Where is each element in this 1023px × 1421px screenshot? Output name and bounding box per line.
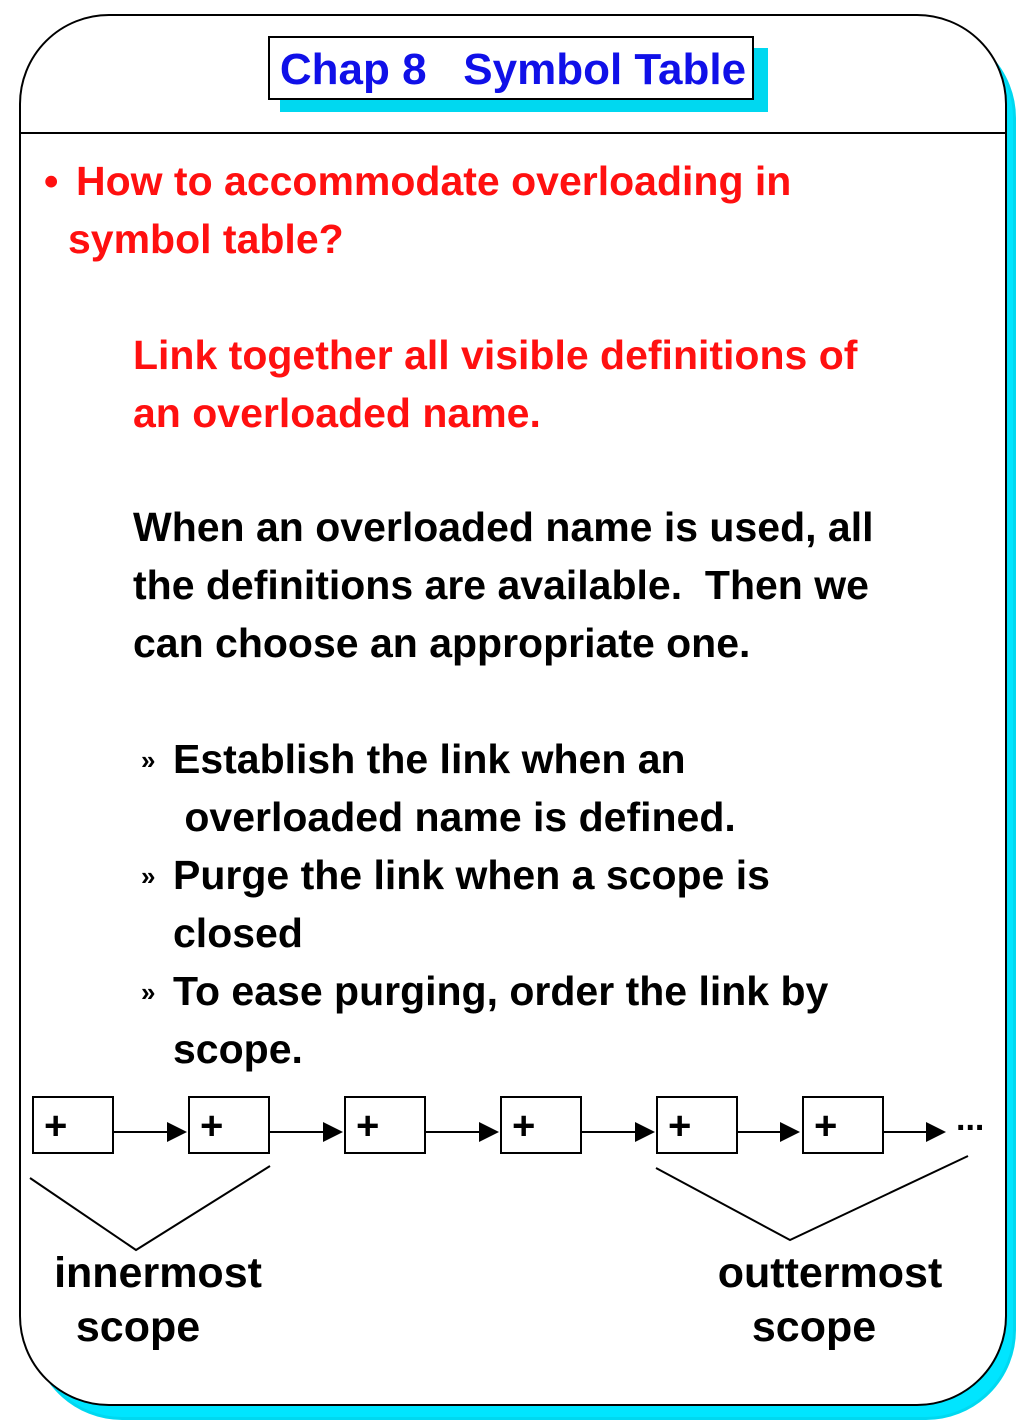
sub-bullet-3-line-2: scope. (173, 1026, 303, 1072)
list-node-5 (656, 1096, 738, 1154)
question-line-1: How to accommodate overloading in (76, 158, 792, 204)
innermost-label-line-1: innermost (54, 1249, 262, 1297)
paragraph-line-3: can choose an appropriate one. (133, 620, 751, 666)
ellipsis: ... (956, 1100, 985, 1138)
question-line-2: symbol table? (68, 216, 344, 262)
sub-bullet-3-icon: » (141, 977, 156, 1007)
plus-icon: + (44, 1104, 68, 1148)
plus-icon: + (200, 1104, 224, 1148)
outtermost-label-line-1: outtermost (717, 1249, 943, 1297)
paragraph-line-2: the definitions are available. Then we (133, 562, 869, 608)
bullet-icon: • (44, 158, 59, 204)
sub-bullet-1-icon: » (141, 745, 156, 775)
sub-bullet-2-line-1: Purge the link when a scope is (173, 852, 770, 898)
outtermost-brace (656, 1156, 968, 1240)
list-node-4 (500, 1096, 582, 1154)
list-node-2 (188, 1096, 270, 1154)
list-node-6 (802, 1096, 884, 1154)
plus-icon: + (512, 1104, 536, 1148)
innermost-label-line-2: scope (75, 1303, 201, 1351)
answer-line-2: an overloaded name. (133, 390, 541, 436)
list-node-1 (32, 1096, 114, 1154)
paragraph-line-1: When an overloaded name is used, all (133, 504, 874, 550)
innermost-brace (30, 1166, 270, 1250)
sub-bullet-2-line-2: closed (173, 910, 303, 956)
sub-bullet-1-line-1: Establish the link when an (173, 736, 686, 782)
plus-icon: + (356, 1104, 380, 1148)
plus-icon: + (814, 1104, 838, 1148)
list-node-3 (344, 1096, 426, 1154)
sub-bullet-2-icon: » (141, 861, 156, 891)
plus-icon: + (668, 1104, 692, 1148)
outtermost-label-line-2: scope (751, 1303, 877, 1351)
sub-bullet-3-line-1: To ease purging, order the link by (173, 968, 829, 1014)
answer-line-1: Link together all visible definitions of (133, 332, 858, 378)
sub-bullet-1-line-2: overloaded name is defined. (173, 794, 736, 840)
page-title: Chap 8 Symbol Table (279, 45, 747, 94)
